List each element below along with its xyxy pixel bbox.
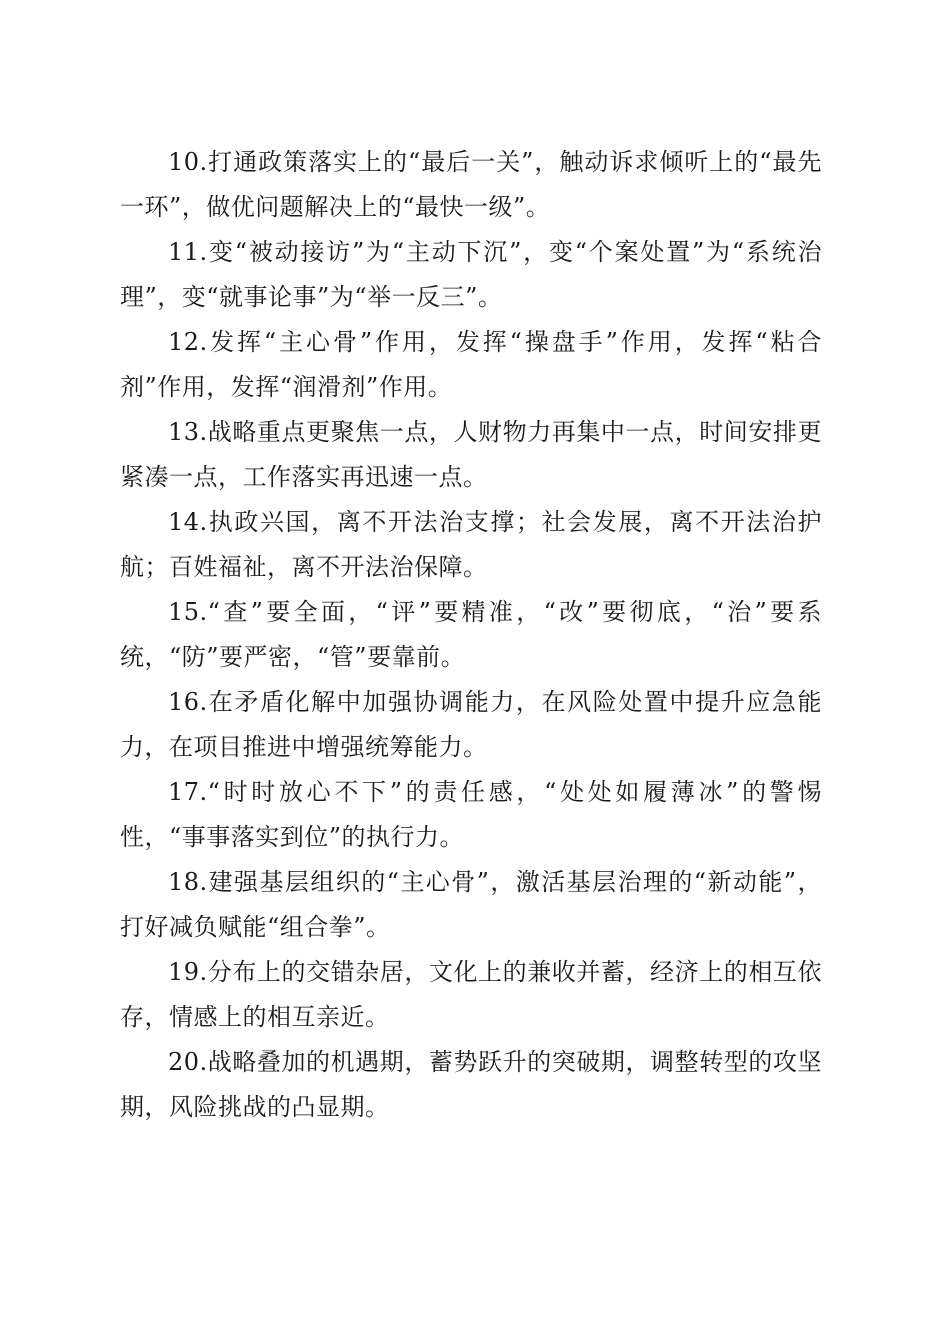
paragraph-10: 10.打通政策落实上的“最后一关”，触动诉求倾听上的“最先一环”，做优问题解决上的“最快一级”。 (120, 148, 822, 221)
paragraph-12: 12.发挥“主心骨”作用，发挥“操盘手”作用，发挥“粘合剂”作用，发挥“润滑剂”作用。 (120, 328, 822, 401)
paragraph-17: 17.“时时放心不下”的责任感，“处处如履薄冰”的警惕性，“事事落实到位”的执行力。 (120, 778, 822, 851)
paragraph-19: 19.分布上的交错杂居，文化上的兼收并蓄，经济上的相互依存，情感上的相互亲近。 (120, 958, 822, 1031)
paragraph-20: 20.战略叠加的机遇期，蓄势跃升的突破期，调整转型的攻坚期，风险挑战的凸显期。 (120, 1048, 822, 1121)
paragraph-11: 11.变“被动接访”为“主动下沉”，变“个案处置”为“系统治理”，变“就事论事”为“举一反三”。 (120, 238, 822, 311)
paragraph-14: 14.执政兴国，离不开法治支撑；社会发展，离不开法治护航；百姓福祉，离不开法治保障。 (120, 508, 822, 581)
document-body (120, 140, 822, 1130)
paragraph-16: 16.在矛盾化解中加强协调能力，在风险处置中提升应急能力，在项目推进中增强统筹能力。 (120, 688, 822, 761)
paragraph-18: 18.建强基层组织的“主心骨”，激活基层治理的“新动能”，打好减负赋能“组合拳”。 (120, 868, 822, 941)
paragraph-13: 13.战略重点更聚焦一点，人财物力再集中一点，时间安排更紧凑一点，工作落实再迅速一点。 (120, 418, 822, 491)
paragraph-15: 15.“查”要全面，“评”要精准，“改”要彻底，“治”要系统，“防”要严密，“管”要靠前。 (120, 598, 822, 671)
